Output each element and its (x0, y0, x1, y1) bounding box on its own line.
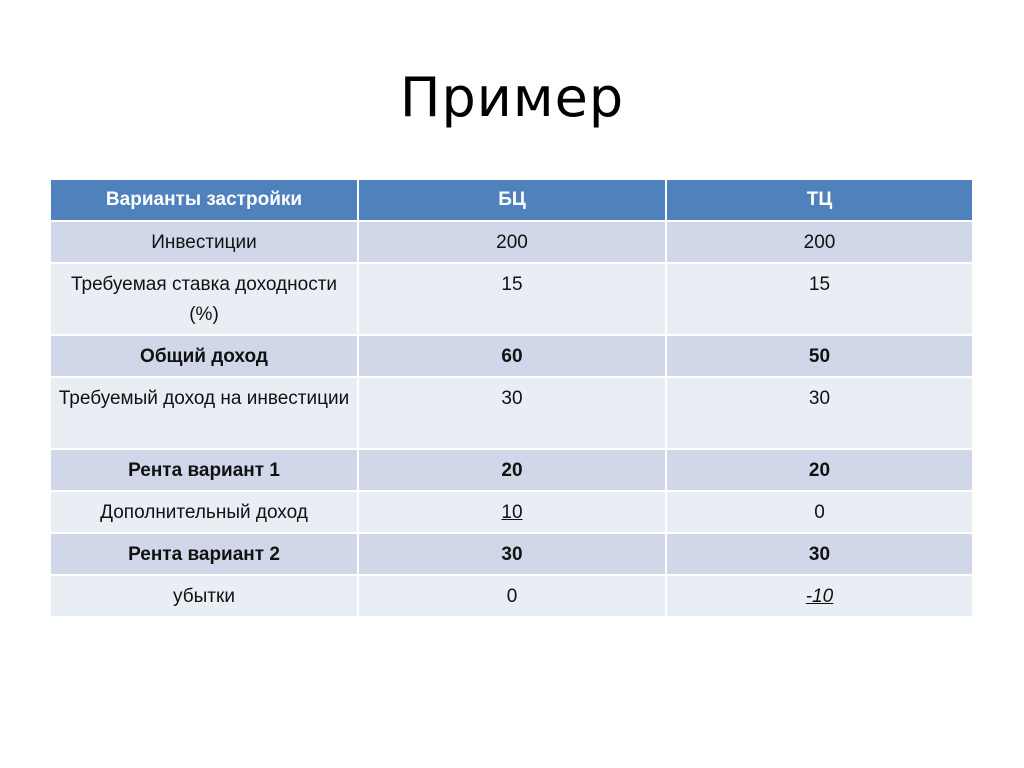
bc-value: 0 (357, 574, 665, 616)
tc-value: 0 (665, 490, 972, 532)
table-row (51, 574, 972, 616)
bc-value: 60 (357, 334, 665, 376)
tc-value-underlined-italic: -10 (805, 586, 834, 607)
table-row (51, 448, 972, 490)
row-label: Рента вариант 2 (51, 532, 357, 574)
row-label: Требуемая ставка доходности (%) (51, 262, 357, 334)
table-row (51, 532, 972, 574)
header-variant: Варианты застройки (51, 180, 357, 222)
bc-value-underlined: 10 (501, 502, 523, 523)
table-row (51, 490, 972, 532)
bc-value: 30 (357, 532, 665, 574)
header-tc: ТЦ (665, 180, 972, 222)
tc-value: 30 (665, 532, 972, 574)
tc-value (665, 574, 972, 616)
bc-value: 15 (357, 262, 665, 334)
tc-value: 50 (665, 334, 972, 376)
table-row (51, 334, 972, 376)
row-label: Инвестиции (51, 222, 357, 262)
tc-value: 20 (665, 448, 972, 490)
bc-value: 30 (357, 376, 665, 448)
row-label: убытки (51, 574, 357, 616)
bc-value (357, 490, 665, 532)
bc-value: 20 (357, 448, 665, 490)
table-row (51, 376, 972, 448)
tc-value: 200 (665, 222, 972, 262)
row-label: Общий доход (51, 334, 357, 376)
slide-title: Пример (399, 66, 625, 129)
row-label: Рента вариант 1 (51, 448, 357, 490)
comparison-table (51, 180, 972, 616)
bc-value: 200 (357, 222, 665, 262)
table-header-row (51, 180, 972, 222)
row-label: Дополнительный доход (51, 490, 357, 532)
tc-value: 15 (665, 262, 972, 334)
tc-value: 30 (665, 376, 972, 448)
header-bc: БЦ (357, 180, 665, 222)
table-row (51, 262, 972, 334)
table-row (51, 222, 972, 262)
row-label: Требуемый доход на инвестиции (51, 376, 357, 448)
